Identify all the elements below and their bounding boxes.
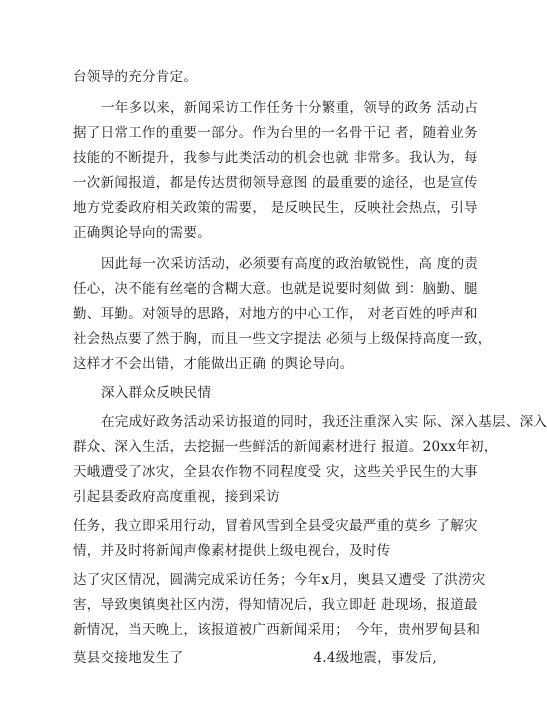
text-line: 群众、深入生活，去挖掘一些鲜活的新闻素材进行 报道。20xx年初，: [73, 439, 498, 455]
text-fragment: 4.4级地震，事发后,: [313, 650, 437, 666]
text-line: 达了灾区情况，圆满完成采访任务；今年x月，奥县又遭受 了洪涝灾: [73, 572, 486, 588]
text-line: 地方党委政府相关政策的需要， 是反映民生，反映社会热点，引导: [73, 200, 478, 216]
text-line-split: [73, 649, 437, 667]
text-line: 引起县委政府高度重视，接到采访: [73, 489, 280, 505]
text-line: 一年多以来，新闻采访工作任务十分繁重，领导的政务 活动占: [101, 100, 479, 116]
text-line: 任心，决不能有丝毫的含糊大意。也就是说要时刻做 到：脑勤、腿: [73, 281, 478, 297]
text-line: 社会热点要了然于胸，而且一些文字提法 必须与上级保持高度一致，: [73, 331, 492, 347]
text-line: 任务，我立即采用行动，冒着风雪到全县受灾最严重的莫乡 了解灾: [73, 518, 478, 534]
text-line: 因此每一次采访活动，必须要有高度的政治敏锐性，高 度的责: [101, 256, 479, 272]
section-heading: 深入群众反映民情: [101, 385, 212, 401]
text-fragment: 莫县交接地发生了: [73, 650, 184, 666]
text-line: 天峨遭受了冰灾，全县农作物不同程度受 灾，这些关乎民生的大事: [73, 464, 478, 480]
text-line: 据了日常工作的重要一部分。作为台里的一名骨干记 者，随着业务: [73, 125, 478, 141]
text-line: 勤、耳勤。对领导的思路，对地方的中心工作， 对老百姓的呼声和: [73, 306, 478, 322]
text-line: 情，并及时将新闻声像素材提供上级电视台，及时传: [73, 543, 391, 559]
text-line: 技能的不断提升，我参与此类活动的机会也就 非常多。我认为，每: [73, 150, 478, 166]
text-line: 在完成好政务活动采访报道的同时，我还注重深入实 际、深入基层、深入: [101, 414, 547, 430]
text-line: 正确舆论导向的需要。: [73, 225, 211, 241]
text-line: 害，导致奥镇奥社区内涝，得知情况后，我立即赶 赴现场，报道最: [73, 597, 478, 613]
text-line: 新情况，当天晚上，该报道被广西新闻采用； 今年，贵州罗甸县和: [73, 622, 481, 638]
text-line: 这样才不会出错，才能做出正确 的舆论导向。: [73, 356, 354, 372]
text-line: 一次新闻报道，都是传达贯彻领导意图 的最重要的途径，也是宣传: [73, 175, 478, 191]
text-line: 台领导的充分肯定。: [73, 69, 198, 85]
